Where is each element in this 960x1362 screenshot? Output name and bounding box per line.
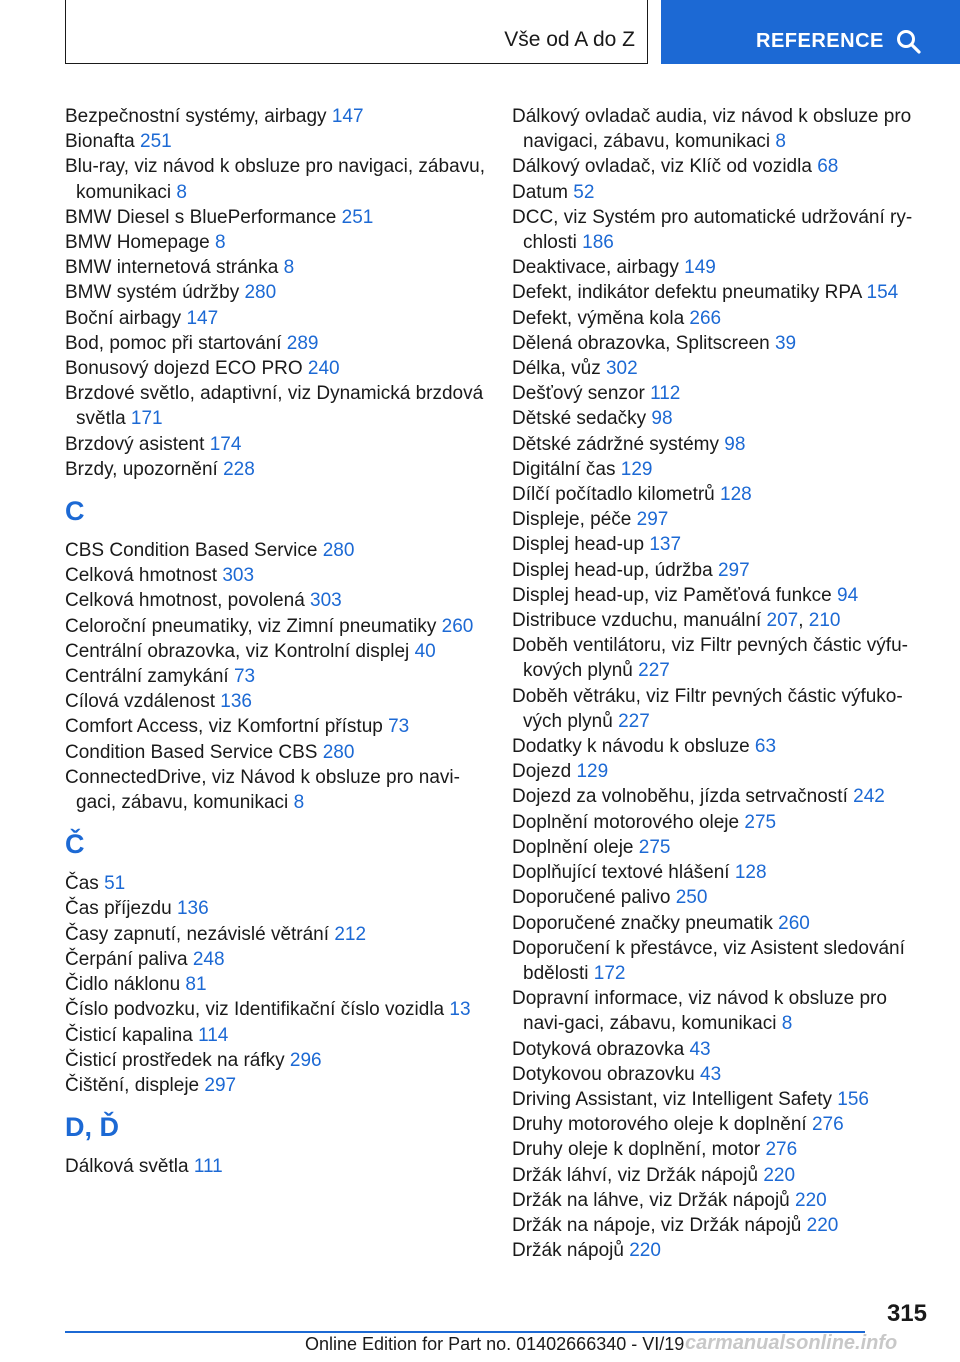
page-link[interactable]: 8 [781, 1013, 793, 1035]
index-term: Celoroční pneumatiky, viz Zimní pneumatiky [65, 615, 437, 637]
index-entry [65, 614, 485, 639]
index-entry [512, 154, 932, 179]
index-entry [512, 356, 932, 381]
index-term: BMW Homepage [65, 232, 210, 254]
index-entry [512, 860, 932, 885]
page-link[interactable]: 220 [763, 1164, 796, 1186]
index-term: Centrální obrazovka, viz Kontrolní displej [65, 640, 410, 662]
page-link[interactable]: 128 [734, 862, 767, 884]
index-entry [65, 154, 485, 204]
index-term: Doporučení k přestávce, viz Asistent sledování bdělosti [512, 937, 905, 984]
page-link[interactable]: 94 [837, 584, 859, 606]
page-link[interactable]: 128 [720, 484, 752, 506]
index-entry [512, 306, 932, 331]
search-icon[interactable] [896, 29, 922, 55]
index-term: Brzdový asistent [65, 433, 205, 455]
index-term: Displej head-up, viz Paměťová funkce [512, 584, 832, 606]
watermark: carmanualsonline.info [685, 1332, 898, 1354]
index-entry [512, 1087, 932, 1112]
index-term: Displeje, péče [512, 509, 632, 531]
page-link[interactable]: 137 [649, 534, 682, 556]
index-entry [512, 1163, 932, 1188]
index-section-letter: D, Ď [65, 1112, 119, 1143]
page-link[interactable]: 172 [593, 962, 626, 984]
page-link[interactable]: 260 [778, 912, 810, 934]
index-term: Dálkový ovladač audia, viz návod k obsluze pro navigaci, zábavu, komunikaci [512, 106, 912, 153]
index-entry [512, 1037, 932, 1062]
index-entry [512, 482, 932, 507]
index-term: Celková hmotnost, povolená [65, 590, 305, 612]
section-title: Vše od A do Z [504, 28, 635, 51]
index-term: Čisticí prostředek na ráfky [65, 1049, 285, 1071]
index-entry [512, 684, 932, 734]
index-entry: Distribuce vzduchu, manuální 207, 210 [512, 610, 841, 632]
index-term: Doporučené značky pneumatik [512, 912, 773, 934]
index-term: BMW systém údržby [65, 282, 240, 304]
page-link[interactable]: 303 [222, 565, 255, 587]
index-term: Dotykovou obrazovku [512, 1063, 695, 1085]
index-entry [65, 765, 485, 815]
index-entry [512, 911, 932, 936]
index-term: Condition Based Service CBS [65, 741, 318, 763]
index-term: Doběh větráku, viz Filtr pevných částic výfuko-vých plynů [512, 685, 903, 732]
index-entry [512, 180, 932, 205]
index-term: Doběh ventilátoru, viz Filtr pevných částic výfu-kových plynů [512, 635, 908, 682]
index-entry [512, 280, 932, 305]
page-link[interactable]: 39 [774, 332, 797, 354]
index-entry [512, 432, 932, 457]
index-term: Doplnění motorového oleje [512, 811, 740, 833]
index-term: Číslo podvozku, viz Identifikační číslo vozidla [65, 999, 445, 1021]
index-section-letter: C [65, 496, 85, 527]
page-link[interactable]: 171 [130, 408, 163, 430]
index-entry [65, 381, 485, 431]
index-entry [512, 331, 932, 356]
reference-tab[interactable] [661, 0, 960, 64]
page-link[interactable]: 68 [817, 156, 839, 178]
index-term: Čištění, displeje [65, 1074, 200, 1096]
index-entry [65, 871, 485, 896]
page-link[interactable]: 248 [192, 948, 225, 970]
index-term: Defekt, výměna kola [512, 307, 685, 329]
index-term: Defekt, indikátor defektu pneumatiky RPA [512, 282, 862, 304]
index-entry [65, 205, 485, 230]
index-term: Doplňující textové hlášení [512, 862, 730, 884]
index-term: BMW Diesel s BluePerformance [65, 206, 337, 228]
page-link[interactable]: 303 [310, 590, 342, 612]
page-link[interactable]: 8 [283, 257, 295, 279]
index-term: Držák na nápoje, viz Držák nápojů [512, 1214, 802, 1236]
page-link[interactable]: 276 [765, 1139, 798, 1161]
page-link[interactable]: 13 [449, 999, 471, 1021]
index-entry [65, 457, 485, 482]
index-term: Druhy motorového oleje k doplnění [512, 1114, 807, 1136]
page-link[interactable]: 156 [837, 1088, 869, 1110]
index-term: Dodatky k návodu k obsluze [512, 736, 750, 758]
page-link[interactable]: 296 [289, 1049, 322, 1071]
index-entry [65, 356, 485, 381]
index-column-right [512, 104, 932, 1263]
index-term: Datum [512, 181, 568, 203]
index-section-letter: Č [65, 829, 85, 860]
index-term: Displej head-up [512, 534, 645, 556]
index-term: Dílčí počítadlo kilometrů [512, 484, 715, 506]
index-entry [512, 633, 932, 683]
page-link[interactable]: 266 [689, 307, 722, 329]
index-term: Displej head-up, údržba [512, 559, 713, 581]
index-entry [512, 205, 932, 255]
page-link[interactable]: 220 [806, 1214, 839, 1236]
page-link[interactable]: 8 [293, 792, 305, 814]
page-link[interactable]: 147 [331, 106, 364, 127]
page-link[interactable]: 8 [214, 232, 226, 254]
index-term: Doplnění oleje [512, 836, 634, 858]
index-term: Časy zapnutí, nezávislé větrání [65, 923, 330, 945]
page-link[interactable]: 81 [185, 974, 207, 996]
index-entry [65, 922, 485, 947]
page-link[interactable]: 212 [334, 923, 367, 945]
index-entry [65, 972, 485, 997]
page-link[interactable]: 112 [650, 383, 681, 405]
page-link[interactable]: 129 [576, 761, 609, 783]
index-entry [65, 280, 485, 305]
index-entry [512, 1188, 932, 1213]
page-link[interactable]: 275 [638, 836, 671, 858]
index-term: Bezpečnostní systémy, airbagy [65, 106, 327, 127]
page-link[interactable]: 297 [636, 509, 669, 531]
index-entry [512, 507, 932, 532]
index-term: Deaktivace, airbagy [512, 257, 679, 279]
index-term: Dětské sedačky [512, 408, 647, 430]
page-link[interactable]: 52 [573, 181, 595, 203]
page-link[interactable]: 63 [754, 736, 777, 758]
index-term: Dojezd za volnoběhu, jízda setrvačností [512, 786, 848, 808]
index-entry [512, 1137, 932, 1162]
section-tab[interactable] [65, 0, 648, 64]
page-link[interactable]: 251 [341, 206, 374, 228]
index-term: Bod, pomoc při startování [65, 332, 282, 354]
index-entry [512, 457, 932, 482]
page-link[interactable]: 73 [233, 666, 256, 688]
index-entry [65, 230, 485, 255]
page-link[interactable]: 280 [322, 540, 355, 562]
index-term: Comfort Access, viz Komfortní přístup [65, 716, 383, 738]
index-term: Dělená obrazovka, Splitscreen [512, 332, 770, 354]
page-link[interactable]: 43 [689, 1038, 711, 1060]
footer-edition: Online Edition for Part no. 01402666340 - VI/19 [305, 1334, 685, 1354]
index-term: ConnectedDrive, viz Návod k obsluze pro navi-gaci, zábavu, komunikaci [65, 766, 460, 814]
index-entry [512, 810, 932, 835]
index-entry [512, 406, 932, 431]
index-entry [65, 588, 485, 613]
index-term: Čas [65, 873, 99, 895]
index-entry [512, 381, 932, 406]
index-term: Distribuce vzduchu, manuální [512, 610, 762, 632]
index-term: Dotyková obrazovka [512, 1038, 685, 1060]
index-entry [512, 532, 932, 557]
index-entry [65, 129, 485, 154]
index-entry [512, 734, 932, 759]
index-entry [65, 538, 485, 563]
index-term: Centrální zamykání [65, 666, 229, 688]
index-entry [65, 714, 485, 739]
index-term: Driving Assistant, viz Intelligent Safety [512, 1088, 832, 1110]
index-term: Bonusový dojezd ECO PRO [65, 358, 303, 380]
page-link[interactable]: 220 [629, 1240, 661, 1262]
index-term: Blu-ray, viz návod k obsluze pro navigaci, zábavu, komunikaci [65, 156, 485, 203]
page-link[interactable]: 98 [651, 408, 673, 430]
page-link[interactable]: 302 [605, 358, 638, 380]
index-term: Čisticí kapalina [65, 1024, 193, 1046]
index-term: Čas příjezdu [65, 898, 172, 920]
index-term: Držák na láhve, viz Držák nápojů [512, 1189, 790, 1211]
index-entry [65, 947, 485, 972]
index-term: Brzdové světlo, adaptivní, viz Dynamická brzdová světla [65, 383, 484, 430]
page-link[interactable]: 8 [176, 181, 187, 203]
index-entry [65, 664, 485, 689]
index-term: Dětské zádržné systémy [512, 433, 719, 455]
page-link[interactable]: 260 [441, 615, 474, 637]
index-term: Dešťový senzor [512, 383, 645, 405]
index-entry [512, 104, 932, 154]
index-term: Boční airbagy [65, 307, 182, 329]
page-link[interactable]: 98 [724, 433, 746, 455]
index-entry [512, 1112, 932, 1137]
page-link[interactable]: 174 [209, 433, 242, 455]
page-link[interactable]: 242 [853, 786, 885, 808]
index-term: Brzdy, upozornění [65, 458, 218, 480]
page-link[interactable]: 297 [717, 559, 750, 581]
index-entry [65, 1073, 485, 1098]
page-link[interactable]: 111 [193, 1156, 223, 1178]
index-entry [65, 1048, 485, 1073]
index-term: Čidlo náklonu [65, 974, 181, 996]
page-number: 315 [886, 1300, 927, 1327]
index-entry [512, 1213, 932, 1238]
index-term: Bionafta [65, 131, 135, 153]
index-term: Cílová vzdálenost [65, 691, 215, 713]
index-entry [65, 104, 485, 129]
page-link[interactable]: 186 [582, 232, 614, 254]
index-column-left [65, 104, 485, 1179]
page-link[interactable]: 220 [795, 1189, 827, 1211]
index-term: BMW internetová stránka [65, 257, 279, 279]
page-link[interactable]: 136 [176, 898, 209, 920]
page-link[interactable]: 251 [140, 131, 172, 153]
page-link[interactable]: 276 [811, 1114, 844, 1136]
index-term: Držák láhví, viz Držák nápojů [512, 1164, 759, 1186]
page-link[interactable]: 227 [638, 660, 670, 682]
index-entry [65, 689, 485, 714]
page-link[interactable]: 289 [286, 332, 319, 354]
page-link[interactable]: 51 [104, 873, 126, 895]
index-entry [65, 255, 485, 280]
index-entry [512, 986, 932, 1036]
page-link[interactable]: 228 [223, 458, 255, 480]
index-entry [512, 1238, 932, 1263]
index-entry [512, 1062, 932, 1087]
index-entry [65, 1023, 485, 1048]
index-entry [512, 936, 932, 986]
index-term: Digitální čas [512, 458, 616, 480]
page-link[interactable]: 40 [414, 640, 436, 662]
index-term: CBS Condition Based Service [65, 540, 318, 562]
index-entry [65, 563, 485, 588]
page-link[interactable]: 210 [808, 610, 841, 632]
index-entry [65, 740, 485, 765]
page-link[interactable]: 154 [866, 282, 899, 304]
page-link[interactable]: 73 [388, 716, 410, 738]
page-link[interactable]: 129 [620, 458, 653, 480]
index-term: Délka, vůz [512, 358, 601, 380]
index-term: Dopravní informace, viz návod k obsluze pro navi-gaci, zábavu, komunikaci [512, 988, 887, 1035]
page-link[interactable]: 114 [198, 1024, 229, 1046]
index-entry [512, 583, 932, 608]
index-term: Doporučené palivo [512, 887, 671, 909]
index-term: Druhy oleje k doplnění, motor [512, 1139, 761, 1161]
index-entry [65, 997, 485, 1022]
page-link[interactable]: 280 [322, 741, 355, 763]
reference-label: REFERENCE [756, 30, 884, 52]
page-link[interactable]: 43 [700, 1063, 722, 1085]
index-entry [512, 835, 932, 860]
index-entry [512, 759, 932, 784]
index-term: Dojezd [512, 761, 572, 783]
index-term: Držák nápojů [512, 1240, 624, 1262]
page-link[interactable]: 149 [684, 257, 716, 279]
index-term: Čerpání paliva [65, 948, 188, 970]
page-link[interactable]: 240 [307, 358, 340, 380]
page-link[interactable]: 8 [775, 131, 786, 153]
page-link[interactable]: 275 [744, 811, 777, 833]
index-entry [65, 331, 485, 356]
index-entry [65, 1154, 485, 1179]
page-link[interactable]: 297 [204, 1074, 237, 1096]
page-link[interactable]: 207 [766, 610, 799, 632]
index-entry [512, 255, 932, 280]
index-entry [65, 306, 485, 331]
index-entry [512, 558, 932, 583]
index-entry [65, 639, 485, 664]
page-link[interactable]: 280 [244, 282, 277, 304]
index-term: Dálkový ovladač, viz Klíč od vozidla [512, 156, 812, 178]
index-entry [65, 896, 485, 921]
page-link[interactable]: 136 [220, 691, 252, 713]
page-link[interactable]: 227 [618, 710, 650, 732]
index-entry [512, 784, 932, 809]
index-term: Dálková světla [65, 1156, 189, 1178]
page-link[interactable]: 250 [675, 887, 708, 909]
index-term: DCC, viz Systém pro automatické udržování ry-chlosti [512, 206, 913, 254]
index-term: Celková hmotnost [65, 565, 218, 587]
page-link[interactable]: 147 [186, 307, 219, 329]
index-entry [512, 885, 932, 910]
index-entry [65, 432, 485, 457]
